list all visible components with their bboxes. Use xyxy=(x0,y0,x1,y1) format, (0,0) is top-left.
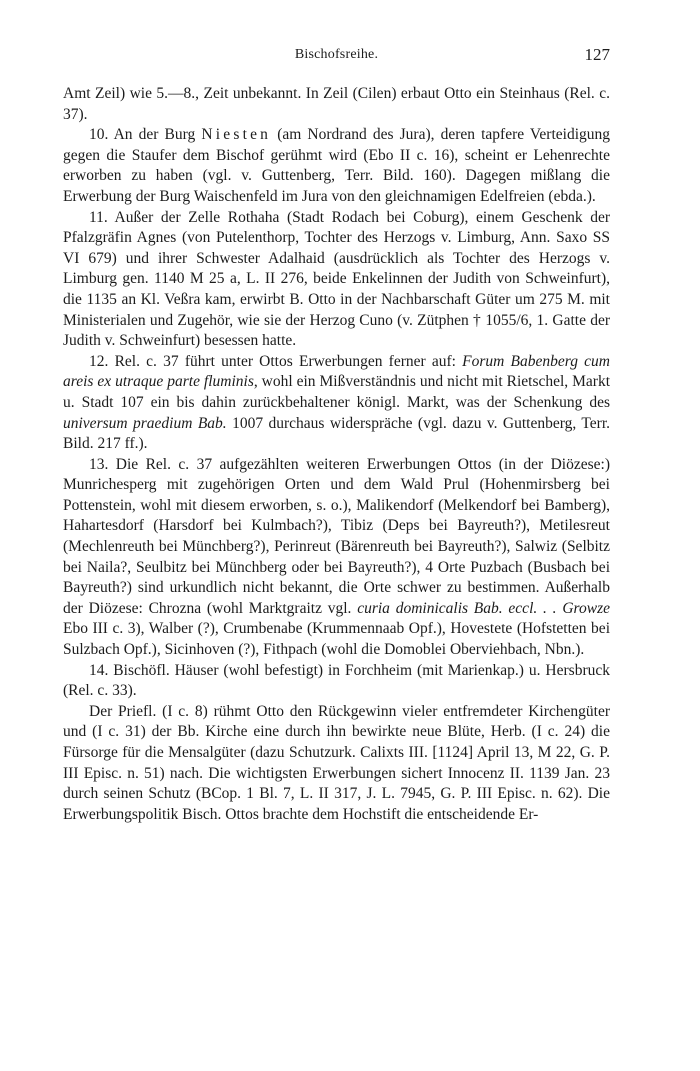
text-segment: Ebo III c. 3), Walber (?), Crumbenabe (Krummennaab Opf.), Hovestete (Hofstetten bei Sulzbach Opf.), Sicinhoven (?), Fithpach (wohl die Domoblei Oberviehbach, Nbn.). xyxy=(63,620,610,659)
text-segment: 14. Bischöfl. Häuser (wohl befestigt) in Forchheim (mit Marienkap.) u. Hersbruck (Rel. c. 33). xyxy=(63,661,610,700)
paragraph-continuation xyxy=(63,84,610,125)
running-title: Bischofsreihe. xyxy=(294,47,379,62)
paragraph-11 xyxy=(63,208,610,352)
running-head xyxy=(63,47,610,69)
paragraph-13 xyxy=(63,455,610,661)
text-segment: (am Nordrand des Jura), deren tapfere Verteidigung gegen die Staufer dem Bischof gerühmt wird (Ebo II c. 16), scheint er Lehenrechte erworben zu haben (vgl. v. Guttenberg, Terr. Bild. 160). Dagegen mißlang die Erwerbung der Burg Waischenfeld im Jura von den gleichnamigen Edelfreien (ebda.). xyxy=(63,126,610,205)
spaced-place-name: Niesten xyxy=(201,126,272,144)
text-segment: 10. An der Burg xyxy=(89,126,202,144)
latin-quote: curia dominicalis Bab. eccl. . . Growze xyxy=(357,599,610,617)
paragraph-12 xyxy=(63,352,610,455)
body-text xyxy=(63,84,610,825)
text-segment: , wohl ein Mißverständnis und nicht mit Rietschel, Markt u. Stadt 107 ein bis dahin zurückbehaltener königl. Markt, was der Schenkung des xyxy=(63,373,611,411)
latin-quote: Forum Babenberg cum areis ex utraque parte fluminis xyxy=(63,352,611,391)
text-segment: 13. Die Rel. c. 37 aufgezählten weiteren Erwerbungen Ottos (in der Diözese:) Munrichesperg mit zugehörigen Orten und dem Wald Prul (Hohenmirsberg bei Pottenstein, wohl mit diesem erworben, s. o.), Malikendorf (Melkendorf bei Bamberg), Hahartesdorf (Harsdorf bei Kulmbach?), Tibiz (Deps bei Bayreuth?), Metilesreut (Mechlenreuth bei Münchberg?), Perinreut (Bärenreuth bei Bayreuth?), Salwiz (Selbitz bei Naila?, Seulbitz bei Münchberg oder bei Bayreuth?), 4 Orte Puzbach (Busbach bei Bayreuth?) sind urkundlich nicht bekannt, die Orte schwer zu bestimmen. Außerhalb der Diözese: Chrozna (wohl Marktgraitz vgl. xyxy=(63,455,610,617)
text-segment: Der Priefl. (I c. 8) rühmt Otto den Rückgewinn vieler entfremdeter Kirchengüter und (I c. 31) der Bb. Kirche eine durch ihn bewirkte neue Blüte, Herb. (I c. 24) die Fürsorge für die Mensalgüter (dazu Schutzurk. Calixts III. [1124] April 13, M 22, G. P. III Episc. n. 51) nach. Die wichtigsten Erwerbungen sichert Innocenz II. 1139 Jan. 23 durch seinen Schutz (BCop. 1 Bl. 7, L. II 317, J. L. 7945, G. P. III Episc. n. 62). Die Erwerbungspolitik Bisch. Ottos brachte dem Hochstift die entscheidende Er- xyxy=(63,702,610,823)
text-segment: 1007 durchaus widerspräche (vgl. dazu v. Guttenberg, Terr. Bild. 217 ff.). xyxy=(63,414,610,453)
paragraph-10 xyxy=(63,125,610,207)
text-segment: 11. Außer der Zelle Rothaha (Stadt Rodach bei Coburg), einem Geschenk der Pfalzgräfin Agnes (von Putelenthorp, Tochter des Herzogs v. Limburg, Ann. Saxo SS VI 679) und ihrer Schwester Adalhaid (ausdrücklich als Tochter des Herzogs v. Limburg gen. 1140 M 25 a, L. II 276, beide Enkelinnen der Judith von Schweinfurt), die 1135 an Kl. Veßra kam, erwirbt B. Otto in der Nachbarschaft Güter um 275 M. mit Ministerialen und Zugehör, wie sie der Herzog Cuno (v. Zütphen † 1055/6, 1. Gatte der Judith v. Schweinfurt) besessen hatte. xyxy=(63,208,610,350)
paragraph-summary xyxy=(63,702,610,826)
text-segment: Amt Zeil) wie 5.—8., Zeit unbekannt. In Zeil (Cilen) erbaut Otto ein Steinhaus (Rel. c. 37). xyxy=(63,85,610,123)
page-number: 127 xyxy=(584,45,610,64)
latin-quote: universum praedium Bab. xyxy=(63,414,227,432)
paragraph-14 xyxy=(63,661,610,702)
text-segment: 12. Rel. c. 37 führt unter Ottos Erwerbungen ferner auf: xyxy=(89,352,463,370)
